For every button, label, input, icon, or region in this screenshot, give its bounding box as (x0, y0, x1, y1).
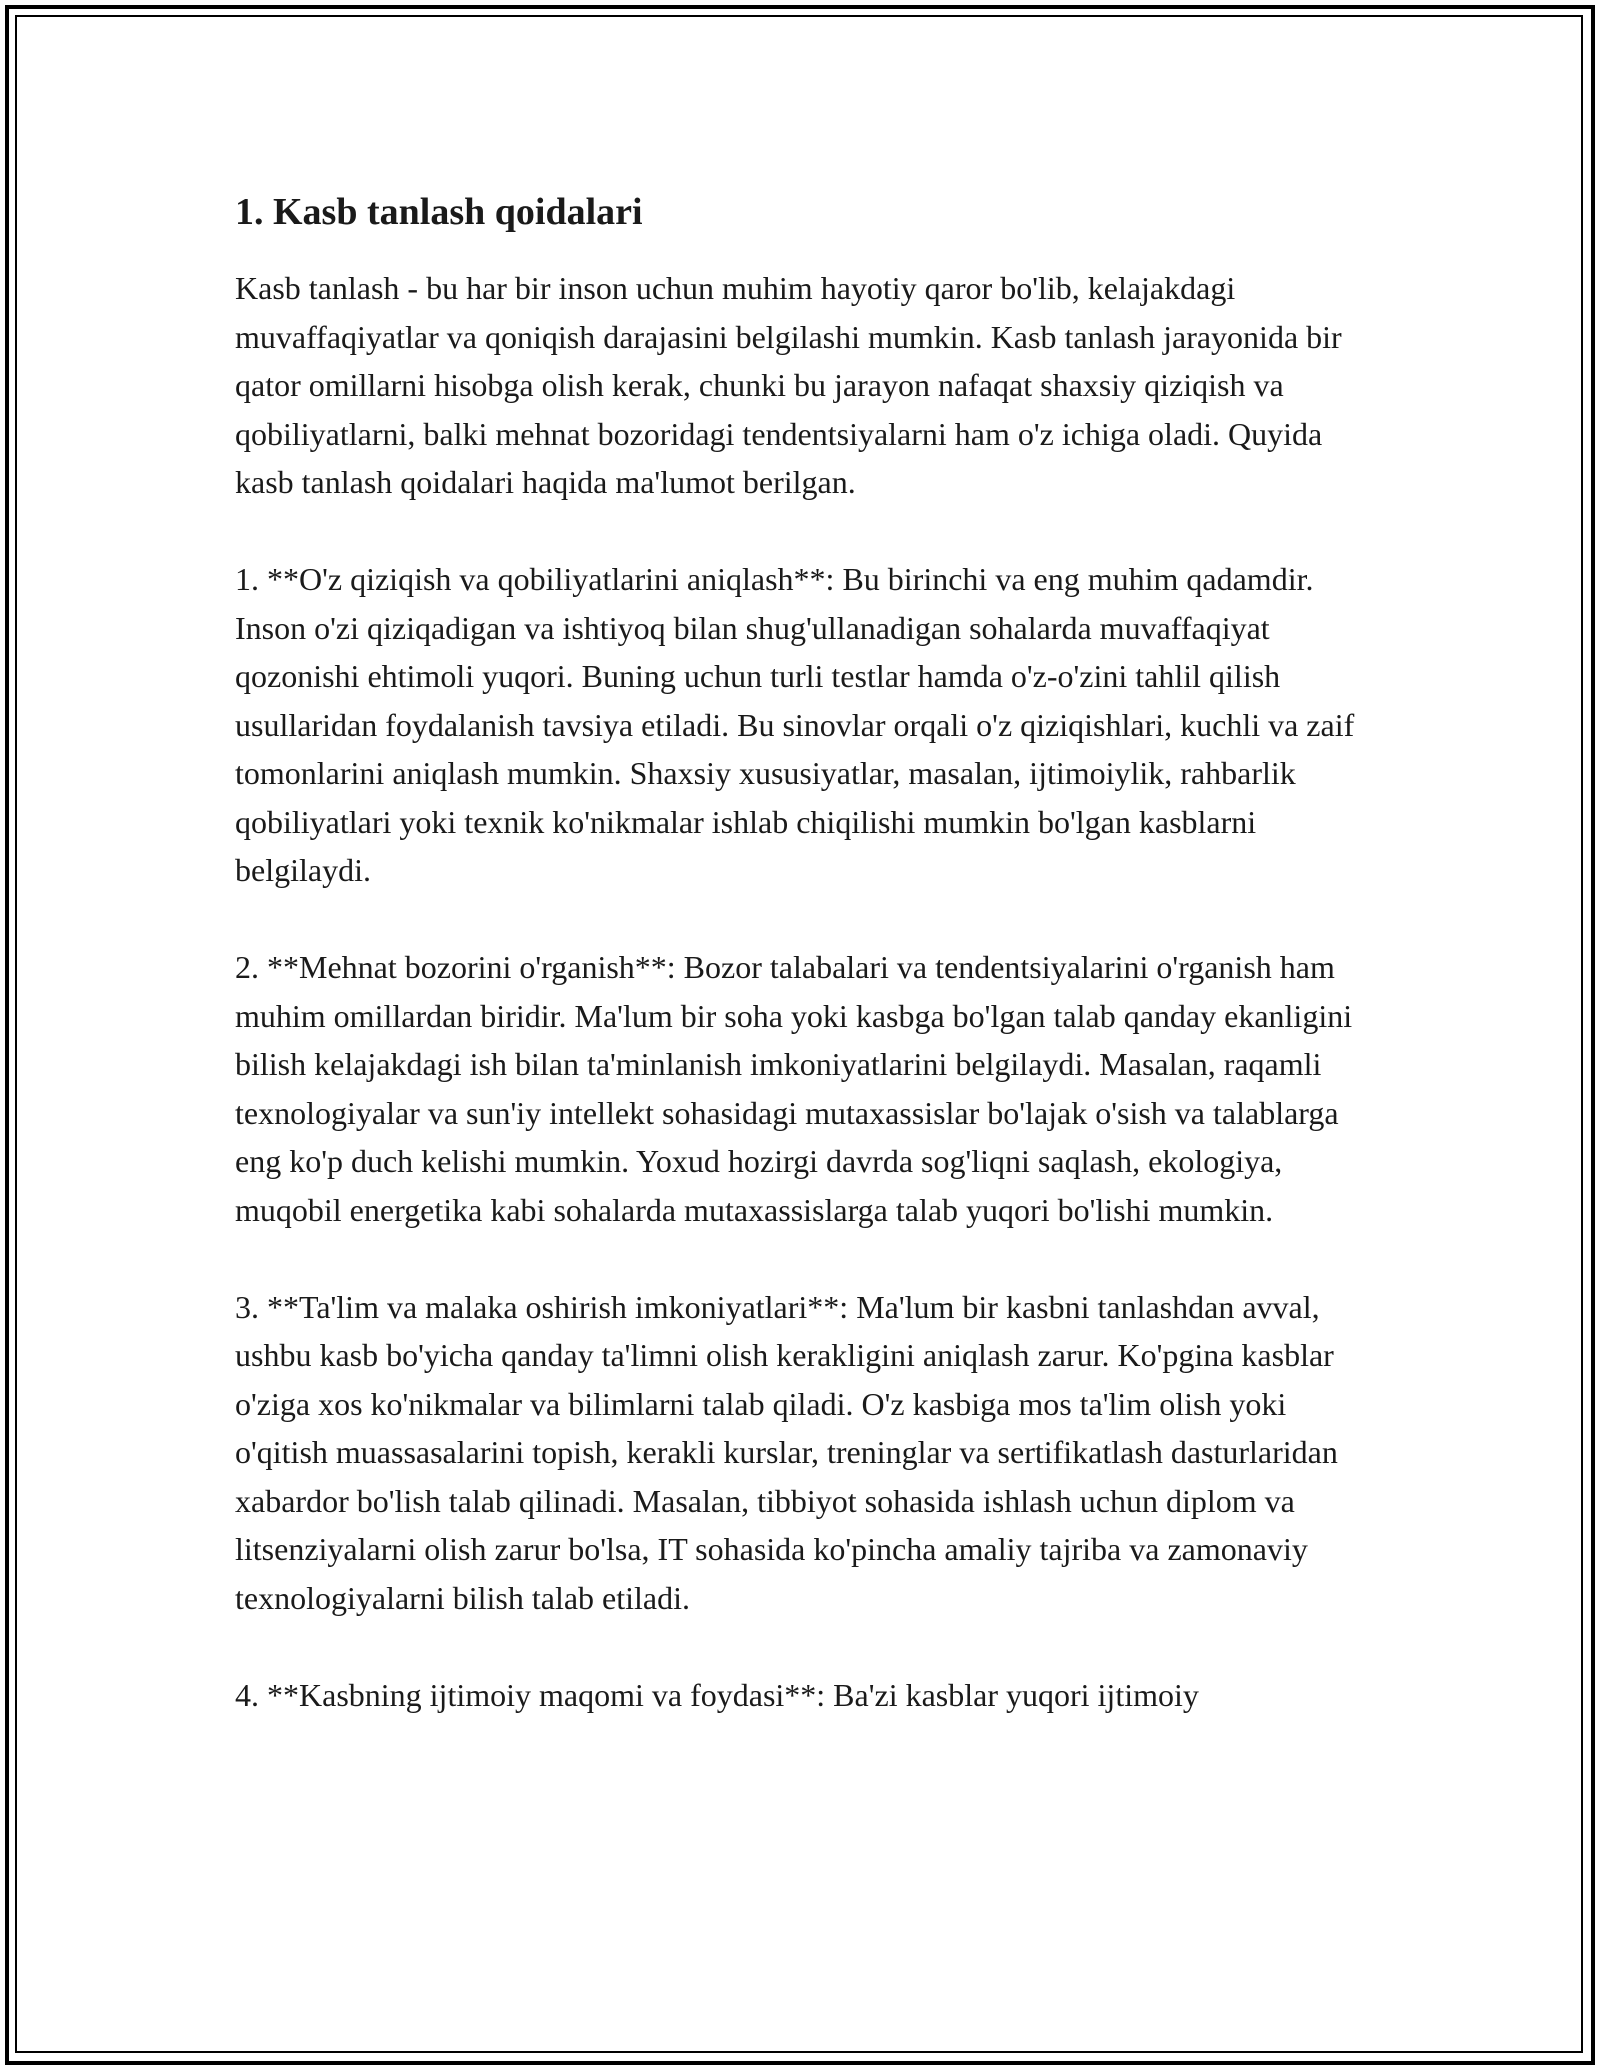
document-title: 1. Kasb tanlash qoidalari (235, 191, 643, 233)
paragraph-intro: Kasb tanlash - bu har bir inson uchun muhim hayotiy qaror bo'lib, kelajakdagi muvaffaqiyatlar va qoniqish darajasini belgilashi mumkin. Kasb tanlash jarayonida bir qator omillarni hisobga olish kerak, chunki bu jarayon nafaqat shaxsiy qiziqish va qobiliyatlarni, balki mehnat bozoridagi tendentsiyalarni ham o'z ichiga oladi. Quyida kasb tanlash qoidalari haqida ma'lumot berilgan. (235, 270, 1342, 500)
document-body (235, 186, 1365, 1719)
paragraph-item-3: 3. **Ta'lim va malaka oshirish imkoniyatlari**: Ma'lum bir kasbni tanlashdan avval, ushbu kasb bo'yicha qanday ta'limni olish kerakligini aniqlash zarur. Ko'pgina kasblar o'ziga xos ko'nikmalar va bilimlarni talab qiladi. O'z kasbiga mos ta'lim olish yoki o'qitish muassasalarini topish, kerakli kurslar, treninglar va sertifikatlash dasturlaridan xabardor bo'lish talab qilinadi. Masalan, tibbiyot sohasida ishlash uchun diplom va litsenziyalarni olish zarur bo'lsa, IT sohasida ko'pincha amaliy tajriba va zamonaviy texnologiyalarni bilish talab etiladi. (235, 1288, 1338, 1616)
paragraph-item-2: 2. **Mehnat bozorini o'rganish**: Bozor talabalari va tendentsiyalarini o'rganish ham muhim omillardan biridir. Ma'lum bir soha yoki kasbga bo'lgan talab qanday ekanligini bilish kelajakdagi ish bilan ta'minlanish imkoniyatlarini belgilaydi. Masalan, raqamli texnologiyalar va sun'iy intellekt sohasidagi mutaxassislar bo'lajak o'sish va talablarga eng ko'p duch kelishi mumkin. Yoxud hozirgi davrda sog'liqni saqlash, ekologiya, muqobil energetika kabi sohalarda mutaxassislarga talab yuqori bo'lishi mumkin. (235, 949, 1353, 1228)
paragraph-item-4: 4. **Kasbning ijtimoiy maqomi va foydasi**: Ba'zi kasblar yuqori ijtimoiy (235, 1676, 1199, 1713)
paragraph-item-1: 1. **O'z qiziqish va qobiliyatlarini aniqlash**: Bu birinchi va eng muhim qadamdir. Inson o'zi qiziqadigan va ishtiyoq bilan shug'ullanadigan sohalarda muvaffaqiyat qozonishi ehtimoli yuqori. Buning uchun turli testlar hamda o'z-o'zini tahlil qilish usullaridan foydalanish tavsiya etiladi. Bu sinovlar orqali o'z qiziqishlari, kuchli va zaif tomonlarini aniqlash mumkin. Shaxsiy xususiyatlar, masalan, ijtimoiylik, rahbarlik qobiliyatlari yoki texnik ko'nikmalar ishlab chiqilishi mumkin bo'lgan kasblarni belgilaydi. (235, 561, 1355, 888)
